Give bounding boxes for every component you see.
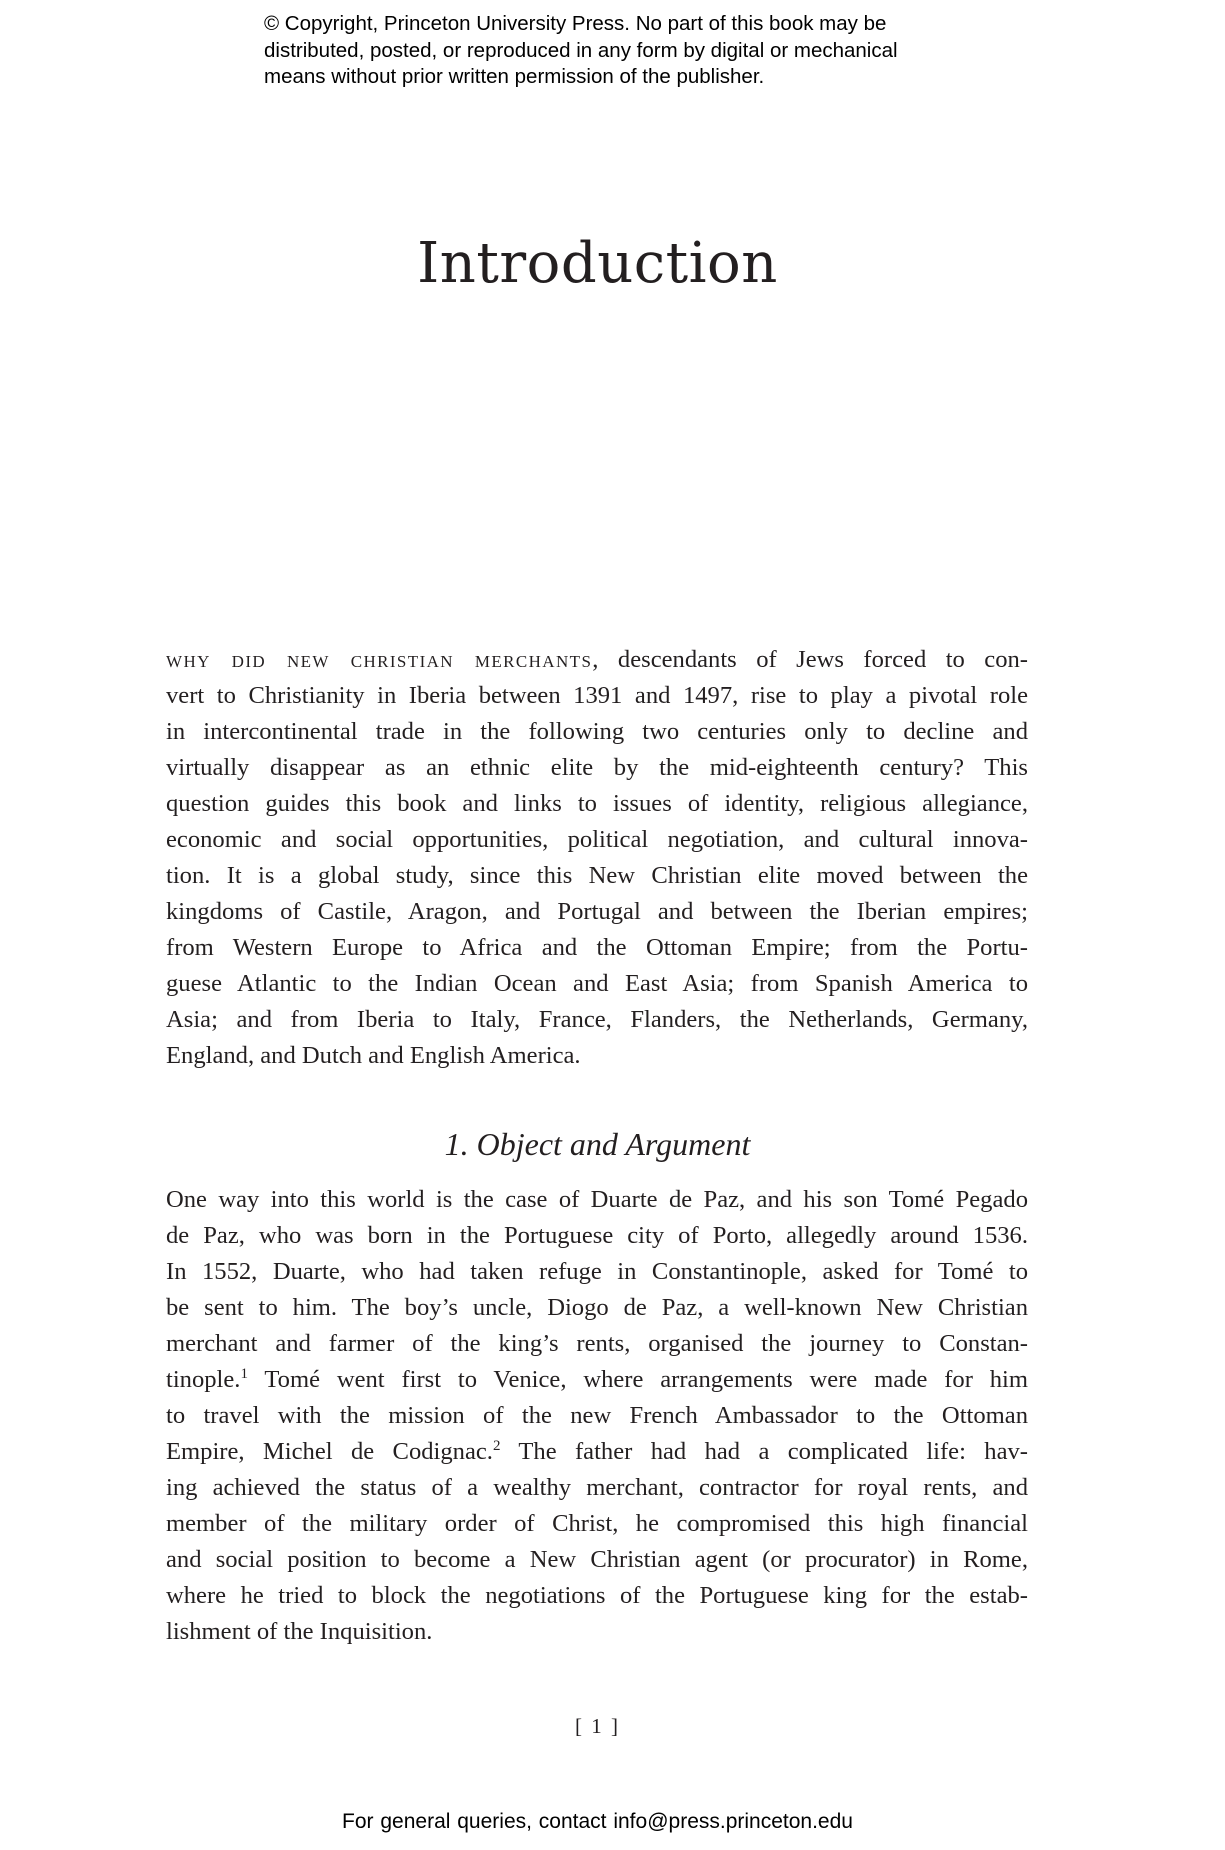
paragraph-line: from Western Europe to Africa and the Ottoman Empire; from the Portu- — [166, 934, 1028, 961]
paragraph-line: tion. It is a global study, since this New Christian elite moved between the — [166, 862, 1028, 889]
line-text: Empire, Michel de Codignac. — [166, 1438, 493, 1465]
paragraph-line: and social position to become a New Christian agent (or procurator) in Rome, — [166, 1546, 1028, 1573]
paragraph-line: de Paz, who was born in the Portuguese city of Porto, allegedly around 1536. — [166, 1222, 1028, 1249]
paragraph-line: in intercontinental trade in the following two centuries only to decline and — [166, 718, 1028, 745]
paragraph-line — [166, 642, 1028, 678]
line-text: tinople. — [166, 1366, 241, 1393]
copyright-line: © Copyright, Princeton University Press. No part of this book may be — [264, 12, 887, 35]
page-number: [ 1 ] — [575, 1714, 620, 1738]
paragraph-line: lishment of the Inquisition. — [166, 1618, 433, 1645]
section-heading: 1. Object and Argument — [444, 1126, 751, 1162]
paragraph-line: England, and Dutch and English America. — [166, 1042, 581, 1069]
paragraph-line: In 1552, Duarte, who had taken refuge in Constantinople, asked for Tomé to — [166, 1258, 1028, 1285]
paragraph-line: One way into this world is the case of Duarte de Paz, and his son Tomé Pegado — [166, 1186, 1028, 1213]
line-text: Tomé went first to Venice, where arrangements were made for him — [247, 1366, 1028, 1393]
footer-contact: For general queries, contact info@press.princeton.edu — [342, 1810, 853, 1833]
paragraph-line: Asia; and from Iberia to Italy, France, Flanders, the Netherlands, Germany, — [166, 1006, 1028, 1033]
footnote-marker[interactable]: 2 — [492, 1438, 501, 1454]
line-text: , descendants of Jews forced to con- — [592, 646, 1028, 673]
paragraph-line: merchant and farmer of the king’s rents, organised the journey to Constan- — [166, 1330, 1028, 1357]
intro-paragraph — [166, 642, 1028, 1074]
chapter-title: Introduction — [417, 231, 778, 296]
paragraph-line: guese Atlantic to the Indian Ocean and East Asia; from Spanish America to — [166, 970, 1028, 997]
paragraph-line — [166, 1362, 1028, 1398]
copyright-notice — [264, 11, 1024, 91]
copyright-line: distributed, posted, or reproduced in any form by digital or mechanical — [264, 38, 898, 62]
paragraph-line: to travel with the mission of the new French Ambassador to the Ottoman — [166, 1402, 1028, 1429]
footnote-marker[interactable]: 1 — [240, 1366, 248, 1382]
body-paragraph — [166, 1182, 1028, 1650]
paragraph-line: where he tried to block the negotiations of the Portuguese king for the estab- — [166, 1582, 1028, 1609]
paragraph-line: question guides this book and links to issues of identity, religious allegiance, — [166, 790, 1028, 817]
paragraph-line: virtually disappear as an ethnic elite by the mid-eighteenth century? This — [166, 754, 1028, 781]
lead-in-smallcaps: why did new christian merchants — [166, 646, 593, 673]
paragraph-line: vert to Christianity in Iberia between 1391 and 1497, rise to play a pivotal role — [166, 682, 1028, 709]
paragraph-line: member of the military order of Christ, he compromised this high financial — [166, 1510, 1028, 1537]
paragraph-line: economic and social opportunities, political negotiation, and cultural innova- — [166, 826, 1028, 853]
paragraph-line: ing achieved the status of a wealthy merchant, contractor for royal rents, and — [166, 1474, 1028, 1501]
paragraph-line: be sent to him. The boy’s uncle, Diogo de Paz, a well-known New Christian — [166, 1294, 1028, 1321]
copyright-line: means without prior written permission of the publisher. — [264, 65, 765, 88]
paragraph-line: kingdoms of Castile, Aragon, and Portugal and between the Iberian empires; — [166, 898, 1028, 925]
paragraph-line — [166, 1434, 1028, 1470]
line-text: The father had had a complicated life: hav- — [500, 1438, 1029, 1465]
